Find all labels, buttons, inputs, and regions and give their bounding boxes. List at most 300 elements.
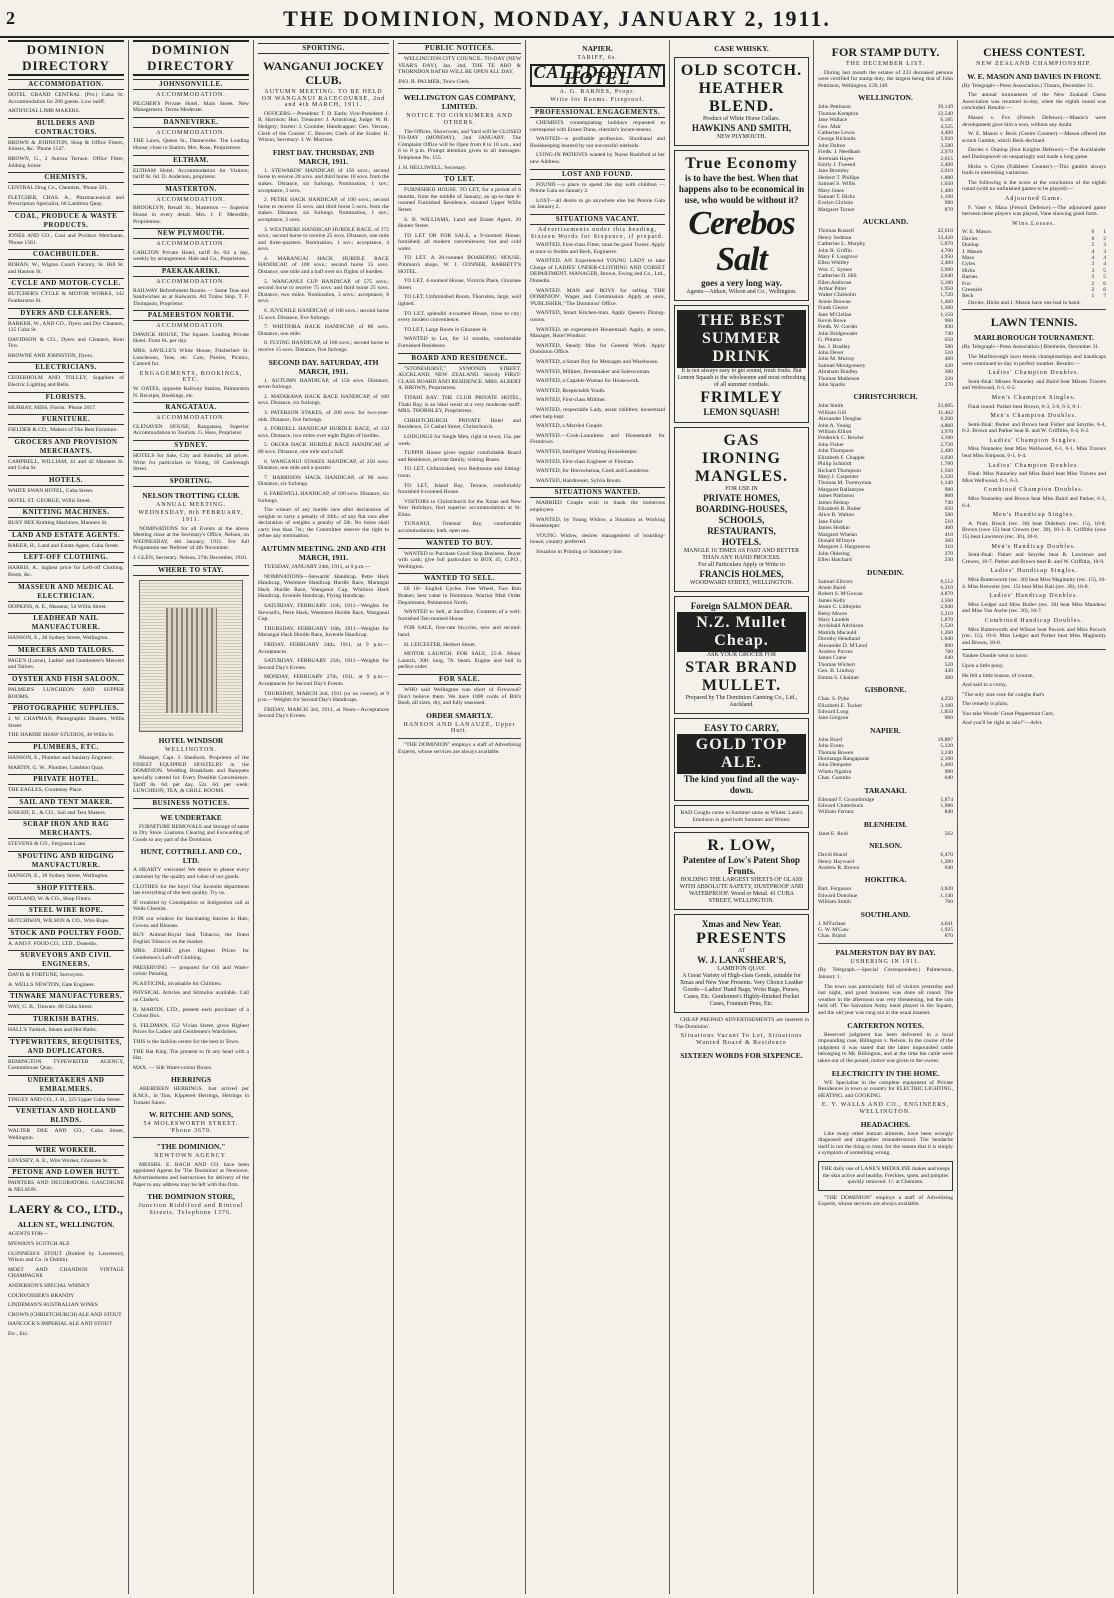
- estate-table-cell: Dorothy Hendland: [818, 636, 860, 643]
- directory-entry: TINGEY AND CO., J. H., 225 Upper Cuba Street.: [8, 1096, 122, 1103]
- estate-table-cell: 3,580: [940, 142, 953, 149]
- mullet-by: Prepared by The Dominion Canning Co., Ltd., Auckland.: [685, 695, 798, 708]
- vacancy-ad: WANTED, a Smart Boy for Messages and Warehouse.: [536, 359, 659, 365]
- undertake-head: WE UNDERTAKE: [160, 812, 222, 822]
- directory-town: NEW PLYMOUTH.: [133, 228, 249, 239]
- estate-table-cell: Mary Jones: [818, 187, 844, 194]
- estate-table-cell: Chas. Brand: [818, 933, 846, 940]
- estate-table: [818, 104, 953, 213]
- directory-entry: PILCHER'S Private Hotel, Main Street. New Management. Terms Moderate.: [133, 100, 249, 114]
- to-let-ad: TO LET OR FOR SALE, a 9-roomed House, furnished; all modern conveniences; hot and cold water.: [398, 232, 521, 252]
- gas-mangle-ad: [674, 427, 809, 592]
- low-sub: Patentee of Low's Patent Shop Fronts.: [683, 855, 800, 877]
- whisky-ad: [674, 57, 809, 146]
- estate-table-cell: John Dempster: [818, 762, 852, 769]
- board-ad: "STONEHURST," SYMONDS STREET, AUCKLAND, NEW ZEALAND. Strictly FIRST-CLASS BOARD AND RESIDENCE. MRS. ALBERT A. BROWN, Proprietress.: [398, 365, 521, 392]
- estate-table-cell: John Bridgewater: [818, 330, 858, 337]
- directory-entry: DAVIDSON & CO., Dyers and Cleaners, Kent Terr.: [8, 336, 124, 350]
- tennis-event: Ladies' Champion Doubles.: [988, 370, 1080, 377]
- estate-table-cell: 640: [944, 775, 953, 782]
- directory-entry: CEDERHOLM AND TOLLEY, Suppliers of Electric Lighting and Bells.: [8, 375, 124, 389]
- directory-entry: FIELDER & CO., Makers of The Best Furniture.: [8, 427, 118, 434]
- estate-table-cell: 1,925: [940, 927, 953, 934]
- ale-line-2: GOLD TOP ALE.: [677, 734, 806, 774]
- estate-table-cell: James Kelly: [818, 597, 846, 604]
- directory-category: TINWARE MANUFACTURERS.: [10, 992, 122, 1001]
- estate-region: GISBORNE.: [864, 685, 907, 695]
- to-let-ad: WANTED to Let, for 12 months, comfortable Furnished Residence.: [398, 336, 521, 349]
- directory-entry: BROWN & JOHNSTON, Shop & Office Fitters, Joiners, &c. 'Phone 1547.: [8, 139, 124, 153]
- estate-table-cell: Elizabeth E. Tucker: [818, 702, 863, 709]
- gold-top-ale-ad: [674, 718, 809, 801]
- chess-paragraph: Davies v. Dunlop (four Knights Defence).—The Aucklander and Dunlopnovel on unsparingly and made a long game.: [962, 147, 1106, 160]
- vacancy-ad: WANTED, Intelligent Working Housekeeper.: [536, 448, 638, 455]
- estate-table-cell: James Bishop: [818, 499, 849, 506]
- estate-table-cell: Alexander D. M'Leod: [818, 642, 868, 649]
- vacancy-ad: WANTED, for Horowhenua, Cook and Laundress.: [536, 468, 650, 475]
- estate-table-cell: Kevin Rowe: [818, 317, 847, 324]
- vacancy-ad: WANTED, a Married Couple.: [536, 423, 604, 430]
- directory-entry: BAKER, H., Land and Estate Agent, Cuba Street.: [8, 542, 120, 549]
- ritchie-address: 54 MOLESWORTH STREET. 'Phone 3670.: [143, 1121, 239, 1134]
- estate-table-cell: 5,874: [940, 796, 953, 803]
- lost-found-ad: LOST—all desire to go anywhere else but Petone Gala on January 2.: [530, 197, 665, 211]
- estate-table-cell: 6,185: [940, 117, 953, 124]
- estate-table-cell: 2,400: [940, 162, 953, 169]
- estate-table-cell: 410: [944, 531, 953, 538]
- situation-wanted-ad: WANTED, by Young Widow, a Situation as Working Housekeeper.: [530, 516, 665, 530]
- cerebos-text: is to have the best. When that happens also to be economical in use, who would be without it?: [678, 173, 805, 205]
- directory-entry: HOTLAND, W. & CO., Shop Fitters.: [8, 895, 92, 902]
- to-let-ad: TO LET, 4-roomed House, Victoria Place, Ghuznee Street.: [398, 278, 521, 291]
- chess-byline: (By Telegraph—Press Association.) Timaru, December 31.: [962, 82, 1094, 89]
- divider: [962, 649, 1106, 650]
- vacancy-ad: WANTED. MAN and BOYS for selling 'THE DOMINION'. Wages and Commission. Apply at once, 'PUBLISHER,' 'The Dominion' Office.: [530, 287, 665, 307]
- estate-table-cell: J. M'Farlane: [818, 920, 846, 927]
- estate-table-cell: John Evans: [818, 743, 844, 750]
- section-head: SITUATIONS VACANT.: [530, 214, 665, 225]
- estate-table-cell: 980: [944, 768, 953, 775]
- race-event: 2. MATARAWA HACK RACE HANDICAP, of 100 sovs. Distance, six furlongs.: [258, 393, 389, 407]
- race-event: 3. WESTMERE HANDICAP HURDLE RACE, of 175 sovs.; second horse to receive 25 sovs. Distance, one mile and three-quarters. Nomination, 1 sov.; acceptance, 4 sovs.: [258, 226, 389, 253]
- directory-town: RANGATAUA.: [133, 402, 249, 413]
- estate-region: DUNEDIN.: [867, 567, 904, 577]
- directory-entry: GLENAVEN HOUSE, Rangataua, Superior Accommodation to Tourists. G. Hess, Proprietor.: [133, 423, 249, 437]
- estate-table-cell: 1,780: [940, 461, 953, 468]
- race-event: 5. WANGANUI CUP HANDICAP, of 575 sovs.; second horse to receive 75 sovs. and third horse 25 sovs. Distance, two miles. Nomination, 3 sovs.; acceptance, 8 sovs.: [258, 278, 389, 305]
- estate-table-cell: 4,250: [940, 696, 953, 703]
- directory-entry: HARRIS, A., highest price for Left-off Clothing. Boots, &c.: [8, 565, 124, 578]
- chess-adjourned-text: F. Vane v. Mara (French Defence).—The adjourned game between these players was played, Vane showing good form.: [962, 204, 1106, 218]
- directory-category: BUILDERS AND CONTRACTORS.: [8, 118, 124, 138]
- estate-table-cell: Catherine L. Murphy: [818, 241, 866, 248]
- section-head: PUBLIC NOTICES.: [398, 43, 521, 54]
- chess-score-table-cell: J. Mason: [962, 248, 983, 255]
- divider: [962, 309, 1106, 310]
- estate-table-cell: Samuel Montgomery: [818, 362, 866, 369]
- chess-score-table-cell: 3: [1091, 261, 1095, 268]
- wanted-sell-ad: WANTED to Sell, at Sacrifice, Contents of a well-furnished Ten-roomed House.: [398, 609, 521, 622]
- estate-table-cell: Samuel T. Hicks: [818, 194, 855, 201]
- estate-table-cell: John Smith: [818, 403, 844, 410]
- estate-table-cell: Walter Chisholm: [818, 292, 856, 299]
- race-event: 6. WANGANUI STAKES HANDICAP, of 250 sovs. Distance, one mile and a quarter.: [258, 458, 389, 472]
- estate-table-cell: 310: [944, 544, 953, 551]
- fixture-date: NOMINATIONS—Stewards' Handicap, Petre Hack Handicap, Westmere Handicap Hurdle Race, Marangai Hack Hurdle Race, Wanganui Cup, Whitiora Hack Handicap, Juvenile Handicap, Flying Handicap.: [258, 573, 389, 600]
- directory-category: SURVEYORS AND CIVIL ENGINEERS.: [8, 950, 124, 970]
- section-head: SITUATIONS WANTED.: [530, 487, 665, 498]
- directory-subhead: ACCOMMODATION.: [156, 415, 226, 422]
- gas-notice-text: The Offices, Showroom, and Yard will be CLOSED TO-DAY (MONDAY), 2nd JANUARY. The Complaint Office will be Open from 8 to 10 a.m., and 6 to 8 p.m. Prompt attention given to all messages. Telephone No. 155.: [398, 128, 521, 161]
- directory-entry: KNIGHT, E., & CO., Sail and Tent Makers.: [8, 809, 107, 816]
- estate-table-cell: 460: [944, 356, 953, 363]
- gas-claim: MANGLE 16 TIMES AS FAST AND BETTER THAN ANY HAND PROCESS.: [683, 548, 800, 561]
- nelson-sign: J. GLEN, Secretary. Nelson, 27th December, 1910.: [133, 554, 248, 561]
- estate-table-cell: Richard Thompson: [818, 467, 861, 474]
- chess-paragraph: Hicks v. Gyles (Falkbeer Counter).—This gambit always leads to interesting variations.: [962, 163, 1106, 177]
- chess-score-table-cell: Fox: [962, 280, 971, 287]
- gas-company: WELLINGTON GAS COMPANY, LIMITED.: [403, 93, 516, 112]
- directory-entry: BROWNE AND JOHNSTON, Dyers.: [8, 352, 94, 359]
- directory-subhead: ACCOMMODATION.: [156, 129, 226, 136]
- chess-score-table-cell: Mara: [962, 254, 974, 261]
- mullet-brand: STAR BRAND MULLET.: [685, 659, 798, 694]
- firewood-firm: HANSON AND LANAUZE, Upper Hutt.: [403, 721, 516, 735]
- business-notice: THIS is the fashion centre for the best in Town.: [133, 1038, 240, 1045]
- verse-line: Upon a little pony,: [962, 662, 1004, 669]
- estate-table-cell: Bart. Ferguson: [818, 886, 852, 893]
- directory-entry: BUTCHER'S CYCLE & MOTOR WORKS, 142 Featherston St.: [8, 291, 124, 304]
- masthead: [0, 0, 1114, 38]
- whisky-town: NEW PLYMOUTH.: [716, 134, 767, 140]
- directory-category: ACCOMMODATION.: [8, 79, 124, 90]
- xmas-text: A Great Variety of High-class Goods, suitable for Xmas and New Year Presents. Very Choice Leather Goods—Ladies' Hand Bags, Wrist Bags, Purses, Cases, Etc. Gentlemen's Highly-finished Pocket Cases, Fountain Pens, Etc.: [679, 973, 804, 1008]
- estate-region: AUCKLAND.: [862, 217, 909, 227]
- directory-entry: MARTIN, G. W., Plumber, Lambton Quay.: [8, 764, 105, 771]
- column-chess-tennis: [958, 40, 1110, 1594]
- laery-line: M'EWAN'S SCOTCH ALE: [8, 1241, 70, 1247]
- xmas-presents-ad: [674, 914, 809, 1013]
- wanted-sell-ad: H. LEICESTER, Herbert Street.: [404, 641, 477, 648]
- directory-town: PAEKAKARIKI.: [133, 266, 249, 277]
- directory-category: STOCK AND POULTRY FOOD.: [8, 928, 124, 939]
- estate-table-cell: Emma S. Chalmer: [818, 674, 860, 681]
- tennis-result: Miss Nunneley and Brown beat Miss Baird and Parker, 6-3, 6-4.: [962, 496, 1106, 509]
- directory-entry: WHITE SWAN HOTEL, Cuba Street.: [8, 488, 94, 495]
- tennis-result: A. Pratt, Brock (rec. 30) beat Didsbury (rec. 15), 10-8. Brown (owe 15) beat Crewes (rec. 30), 10-3. R. Griffiths (owe 15) beat Lawrence (rec. 30), 10-6.: [962, 520, 1106, 540]
- estate-table-cell: Ellen Whitley: [818, 260, 850, 267]
- directory-town: SYDNEY.: [133, 440, 249, 451]
- estate-table-cell: 39,149: [937, 104, 953, 111]
- cerebos-title: True Economy: [685, 155, 798, 172]
- directory-subhead: ACCOMMODATION.: [156, 278, 226, 285]
- estate-table-cell: Elizabeth B. Butler: [818, 505, 862, 512]
- cerebos-salt: Salt: [716, 241, 767, 278]
- directory-subhead: ACCOMMODATION.: [156, 323, 226, 330]
- estate-table-cell: Janet E. Reid: [818, 830, 848, 837]
- estate-table-cell: 870: [944, 933, 953, 940]
- divider: [818, 943, 953, 944]
- carterton-head: CARTERTON NOTES.: [847, 1020, 924, 1030]
- frimley-text: It is not always easy to get sound, fresh fruits. But Lemon Squash is the wholesome and most refreshing of all summer cordials.: [677, 368, 806, 388]
- estate-table-cell: 460: [944, 525, 953, 532]
- estate-table-cell: Mary Laudels: [818, 617, 850, 624]
- tennis-head: LAWN TENNIS.: [990, 315, 1078, 330]
- directory-entry: PAINTERS AND DECORATORS. GASCOIGNE & NELSON.: [8, 1180, 124, 1193]
- chess-paragraph: W. E. Mason v. Beck (Centre Counter).—Mason offered the scotch Gambit, which Beck declined.: [962, 131, 1106, 144]
- laery-line: COURVOISIER'S BRANDY: [8, 1292, 75, 1299]
- directory-category: SPOUTING AND RIDGING MANUFACTURER.: [8, 851, 124, 871]
- tennis-result: Final: Miss Nunneley and Miss Baird beat Miss Travers and Miss Wellwood, 6-1, 6-3.: [962, 471, 1106, 484]
- estate-table: [818, 921, 953, 940]
- estate-table-cell: 320: [944, 375, 953, 382]
- race-event: 4. MARANGAI HACK HURDLE RACE HANDICAP, of 100 sovs.; second horse 15 sovs. Distance, one mile and a half over six flights of hurdles.: [258, 255, 389, 276]
- tennis-result: Final round: Parker beat Brown, 6-3, 3-6, 6-3, 6-1.: [968, 403, 1082, 410]
- estate-table-cell: Annie Browne: [818, 298, 851, 305]
- chess-score-table-cell: Hicks: [962, 267, 976, 274]
- case-whisky: CASE WHISKY.: [714, 44, 769, 53]
- estate-table-cell: John A. Young: [818, 422, 851, 429]
- estate-table-cell: Thomas Kempton: [818, 110, 859, 117]
- race-event: 3. PATERSON STAKES, of 200 sovs. for two-year-olds. Distance, five furlongs.: [258, 409, 389, 423]
- undertake-text: FURNITURE REMOVALS and Storage of same in Dry Store. Customs Clearing and Forwarding of Goods to any part of the Dominion.: [133, 823, 249, 843]
- gas-firm: FRANCIS HOLMES,: [699, 569, 784, 579]
- estate-table-cell: 4,700: [940, 247, 953, 254]
- estate-table-cell: 270: [944, 382, 953, 389]
- estate-table-cell: Margaret Turner: [818, 206, 855, 213]
- palmerston-sub: USHERING IN 1911.: [850, 958, 921, 965]
- estate-table-cell: 1,870: [940, 617, 953, 624]
- race-event: 8. FLYING HANDICAP, of 100 sovs.; second horse to receive 15 sovs. Distance, five furlongs.: [258, 340, 389, 353]
- estate-table-cell: 22,610: [937, 228, 953, 235]
- estate-table-cell: 870: [944, 206, 953, 213]
- estate-table-cell: G. W. M'Gaw: [818, 927, 849, 934]
- hotel-windsor-illustration: [139, 580, 243, 732]
- estate-table-cell: Margaret J. Hargreaves: [818, 544, 871, 551]
- directory-entry: A. AND F. FOOD CO., LTD., Dunedin.: [8, 940, 98, 947]
- estate-table-cell: Edmund T. Groombridge: [818, 796, 875, 803]
- fixture-date: SATURDAY, FEBRUARY 25th, 1911—Weights for Second Day's Events.: [258, 658, 389, 671]
- business-notice: A HEARTY welcome! We desire to please every customer by the quality and value of our goods.: [133, 867, 249, 881]
- to-let-ad: TO LET, splendid 4-roomed House, close to city; every modern convenience.: [398, 310, 521, 324]
- estate-table-cell: 5,120: [940, 743, 953, 750]
- tennis-result: Miss Butterworth (rec. 30) beat Miss Maginnity (rec. 15), 10-4. Miss Brewster (rec. 15) beat Miss Ball (rec. 30), 10-8.: [962, 576, 1106, 590]
- section-head: WANTED TO BUY.: [398, 538, 521, 549]
- estate-table-cell: Geo. Mair: [818, 123, 841, 130]
- estate-table-cell: Evelyn Christie: [818, 200, 853, 207]
- estate-table: [818, 797, 953, 816]
- chess-paragraph: The annual tournament of the New Zealand Chess Association was resumed to-day, when the eighth round was concluded. Results:—: [962, 92, 1106, 112]
- directory-entry: LOVESEY, A. E., Wire Worker, Ghuznee St.: [8, 1157, 109, 1164]
- chess-score-table-cell: 5: [1103, 274, 1106, 281]
- firewood-ad: WHO said Wellington was short of Firewood? Don't believe them. We have 1000 cords of Bill's Bush, all sizes, dry, and fully seasoned.: [398, 686, 521, 707]
- gas-place: RESTAURANTS,: [707, 526, 776, 536]
- directory-category: LEFT-OFF CLOTHING.: [8, 552, 124, 563]
- estate-table-cell: Jessie C. Littlejohn: [818, 604, 862, 611]
- estate-table-cell: James Hodkin: [818, 525, 850, 532]
- laery-line: Etc., Etc.: [8, 1330, 29, 1337]
- estate-table-cell: John Dalton: [818, 142, 846, 149]
- board-ad: TUPPIN House gives regular comfortable Board and Residence, private family, visiting Buses.: [398, 450, 521, 463]
- tennis-event: Men's Champion Doubles.: [990, 413, 1078, 420]
- estate-table-cell: 650: [944, 505, 953, 512]
- estate-table-cell: 650: [944, 337, 953, 344]
- estate-table-cell: 520: [944, 661, 953, 668]
- column-advertisements: [670, 40, 814, 1594]
- estate-table-cell: 4,860: [940, 422, 953, 429]
- directory-entry: BUSY BEE Knitting Machines, Manners St.: [8, 520, 108, 527]
- estate-table-cell: 2,940: [940, 604, 953, 611]
- estate-table-cell: Edward Clutterbuck: [818, 802, 864, 809]
- directory-category: FURNITURE.: [8, 414, 124, 425]
- laery-line: ANDERSON'S SPECIAL WHISKY: [8, 1282, 91, 1289]
- autumn-dates: AUTUMN MEETING. 2ND AND 4TH MARCH, 1911.: [261, 544, 386, 563]
- column-engagements: [526, 40, 670, 1594]
- estate-table-cell: 420: [944, 362, 953, 369]
- fixture-date: THURSDAY, MARCH 2nd, 1911 (or on course), at 9 p.m.—Weights for Second Day's Handicaps.: [258, 690, 389, 704]
- estate-table-cell: 1,300: [940, 305, 953, 312]
- estate-table-cell: 510: [944, 350, 953, 356]
- gas-place: HOTELS.: [721, 537, 762, 547]
- laery-address: ALLEN ST., WELLINGTON.: [17, 1220, 115, 1230]
- estate-table-row: [818, 865, 953, 871]
- chess-score-table-cell: 6: [1091, 229, 1095, 236]
- lost-found-ad: FOUND.—a place to spend the day with children — Petone Gala on January 2.: [530, 181, 665, 195]
- estate-table-cell: 960: [944, 715, 953, 722]
- whisky-line-2: HEATHER BLEND.: [698, 80, 785, 115]
- estate-table-cell: 2,970: [940, 149, 953, 156]
- stamp-duty-intro: During last month the estates of 233 deceased persons were certified for stamp duty, the largest being that of John Pettinson, Wellington, £39,149.: [818, 69, 953, 89]
- rates-note: Situations Vacant To Let, Situations Wanted Board & Residence: [680, 1033, 803, 1046]
- wanted-buy-ad: WANTED to Purchase Good Shop Business, Buyer with cash; give full particulars to BOX 45, G.P.O., Wellington.: [398, 550, 521, 570]
- verse-line: You take Woods' Great Peppermint Cure,: [962, 710, 1055, 717]
- business-notice: MAX. — Silk Water-colour Boxes.: [133, 1064, 213, 1071]
- chess-score-table-cell: Greenish: [962, 286, 983, 293]
- estate-region: NELSON.: [869, 841, 902, 851]
- chess-score-head: Wins.Losses.: [1012, 220, 1056, 227]
- newtown-sub: NEWTOWN AGENCY.: [154, 1153, 228, 1160]
- ale-line-3: The kind you find all the way-down.: [683, 774, 800, 795]
- board-ad: TO LET, Unfurnished, two Bedrooms and Sitting-room.: [398, 466, 521, 479]
- estate-table-cell: 4,870: [940, 591, 953, 598]
- estate-table-cell: Jane M'Clellan: [818, 311, 852, 318]
- chess-score-table-cell: 5: [1103, 267, 1106, 274]
- directory-entry: CENTRAL Drug Co., Chemists. 'Phone 561.: [8, 185, 109, 192]
- estate-table-cell: Samuel Ellcorn: [818, 578, 853, 585]
- chess-paragraph: The following is the score at the conclusion of the eighth round (with no unfinished games to be played):—: [962, 179, 1106, 193]
- estate-table-cell: John Pettinson: [818, 104, 851, 111]
- cheap-ads-note: CHEAP PREPAID ADVERTISEMENTS are inserted in 'The Dominion'.: [674, 1017, 809, 1030]
- business-notice: THE Bat King. The greatest to fit any head with a Hat.: [133, 1048, 249, 1062]
- directory-subhead: ENGAGEMENTS, BOOKINGS, ETC.: [139, 370, 243, 384]
- directory-category: COACHBUILDER.: [8, 249, 124, 260]
- hotel-note: Write for Rooms. Fireproof.: [550, 97, 645, 104]
- estate-table-cell: 860: [944, 493, 953, 500]
- estate-table-cell: 3,950: [940, 253, 953, 260]
- directory-category: KNITTING MACHINES.: [8, 507, 124, 518]
- estate-table-cell: Geo. B. Lindsay: [818, 668, 855, 675]
- estate-table-cell: 2,210: [940, 610, 953, 617]
- section-head: LOST AND FOUND.: [530, 169, 665, 180]
- fixture-date: SATURDAY, FEBRUARY 11th, 1911—Weights for Steward's, Petre Hack, Westmere Hurdle Race, Wanganui Cup.: [258, 603, 389, 623]
- estate-table-cell: John Thompson: [818, 448, 854, 455]
- tennis-event: Men's Champion Singles.: [991, 394, 1077, 401]
- directory-category: SHOP FITTERS.: [8, 883, 124, 894]
- frimley-brand: FRIMLEY: [700, 389, 783, 406]
- directory-entry: MURRAY, MISS, Florist. 'Phone 2017.: [8, 404, 97, 411]
- estate-table-cell: 740: [944, 330, 953, 337]
- directory-entry: HANSON, E., 38 Sydney Street, Wellington.: [8, 635, 109, 642]
- directory-category: MASSEUR AND MEDICAL ELECTRICIAN.: [8, 582, 124, 602]
- business-notice: CLOTHES for the boys! Our Juvenile department has everything of the best quality. Try us.: [133, 883, 249, 897]
- newtown-address: Junction Riddiford and Rintoul Streets. Telephone 1376.: [138, 1203, 244, 1216]
- xmas-head: Xmas and New Year.: [701, 919, 782, 930]
- directory-entry: HALL'S Turkish, Steam and Hot Baths.: [8, 1027, 98, 1034]
- directory-entry: BROOKLYN, Renall St., Masterton — Superior House in every detail. Mrs. J. F. Meredith, Proprietress.: [133, 205, 249, 225]
- tennis-byline: (By Telegraph—Press Association.) Blenheim, December 31.: [962, 344, 1100, 351]
- estate-table-cell: John Sparks: [818, 382, 846, 389]
- estate-table-cell: 1,400: [940, 187, 953, 194]
- cerebos-agents: Agents—Aitken, Wilson and Co., Wellington.: [686, 289, 797, 295]
- estate-table: [818, 696, 953, 722]
- estate-table-cell: 6,200: [940, 416, 953, 423]
- estate-table-cell: 11,462: [937, 409, 953, 416]
- directory-entry: REMINGTON TYPEWRITER AGENCY, Customhouse Quay.: [8, 1058, 124, 1072]
- divider: [133, 1137, 249, 1138]
- directory-entry: THE EAGLES, Courtenay Place.: [8, 787, 83, 794]
- laery-line: LINDEMAN'S AUSTRALIAN WINES: [8, 1302, 98, 1309]
- xmas-at: AT: [737, 948, 746, 955]
- estate-table-cell: William Elliott: [818, 429, 852, 436]
- section-head: WANTED TO SELL.: [398, 573, 521, 584]
- estate-region: BLENHEIM.: [863, 819, 908, 829]
- directory-category: LEADHEAD NAIL MANUFACTURER.: [8, 613, 124, 633]
- stamp-duty-head: FOR STAMP DUTY.: [831, 45, 940, 59]
- conditions: The winner of any hurdle race after declaration of weights to carry a penalty of 10lb.; of any flat race after declaration of weights a penalty of 5lb. No horse shall carry less than 7st.; the Committee reserve the right to refuse any nomination.: [258, 507, 389, 540]
- estate-table-cell: 1,150: [940, 311, 953, 318]
- estate-table-cell: Jane Fuller: [818, 518, 843, 525]
- estate-table-cell: 1,040: [940, 636, 953, 643]
- estate-table-cell: John Boyd: [818, 736, 843, 743]
- directory-entry: J. W. CHAPMAN, Photographic Dealers, Willis Street.: [8, 716, 124, 729]
- estate-table-cell: Catherine D. Hill: [818, 273, 857, 280]
- estate-table-cell: 3,100: [940, 435, 953, 442]
- directory-entry: MRS. SAVILLE'S White House, Fitzherbert St. Luncheons, Teas, etc. Cars, Parties, Picnics, Catered for.: [133, 348, 249, 368]
- estate-table-cell: 1,560: [940, 467, 953, 474]
- gas-sign: J. H. HELLIWELL, Secretary.: [398, 164, 467, 171]
- estate-table-cell: 1,950: [940, 285, 953, 292]
- estate-table-cell: Edward Long: [818, 708, 849, 715]
- gas-line-3: MANGLES.: [695, 468, 788, 485]
- vacancy-ad: WANTED, an experienced Housemaid. Apply, at once, Manager, Hotel Windsor.: [530, 326, 665, 340]
- divider: [398, 738, 521, 739]
- situation-wanted-ad: Situation in Printing or Stationery line.: [536, 548, 624, 555]
- electricity-firm: E. Y. WALLS AND CO., ENGINEERS, WELLINGTON.: [821, 1102, 950, 1115]
- estate-table-cell: Henry Hayward: [818, 858, 854, 865]
- estate-table-cell: George Richards: [818, 136, 856, 143]
- chess-score-table-cell: 2: [1103, 235, 1106, 242]
- frimley-head: THE BEST SUMMER DRINK: [677, 310, 806, 368]
- chess-score-table-cell: Davies: [962, 235, 978, 242]
- xmas-place: LAMBTON QUAY.: [717, 966, 766, 973]
- directory-subhead: ACCOMMODATION.: [156, 241, 226, 248]
- directory-entry: W. OATES, opposite Railway Station, Palmerston N. Receipts, Bookings, etc.: [133, 386, 249, 399]
- chess-score-table-cell: 2: [1091, 286, 1095, 293]
- verse-line: "The only sure cure for coughs that's: [962, 691, 1045, 698]
- estate-table-cell: 1,100: [940, 194, 953, 201]
- chess-score-table-cell: 2: [1091, 280, 1095, 287]
- lanes-emulsion-ad: BAD Coughs come in Summer same as Winter. Lane's Emulsion is good both Summer and Winter.: [674, 805, 809, 828]
